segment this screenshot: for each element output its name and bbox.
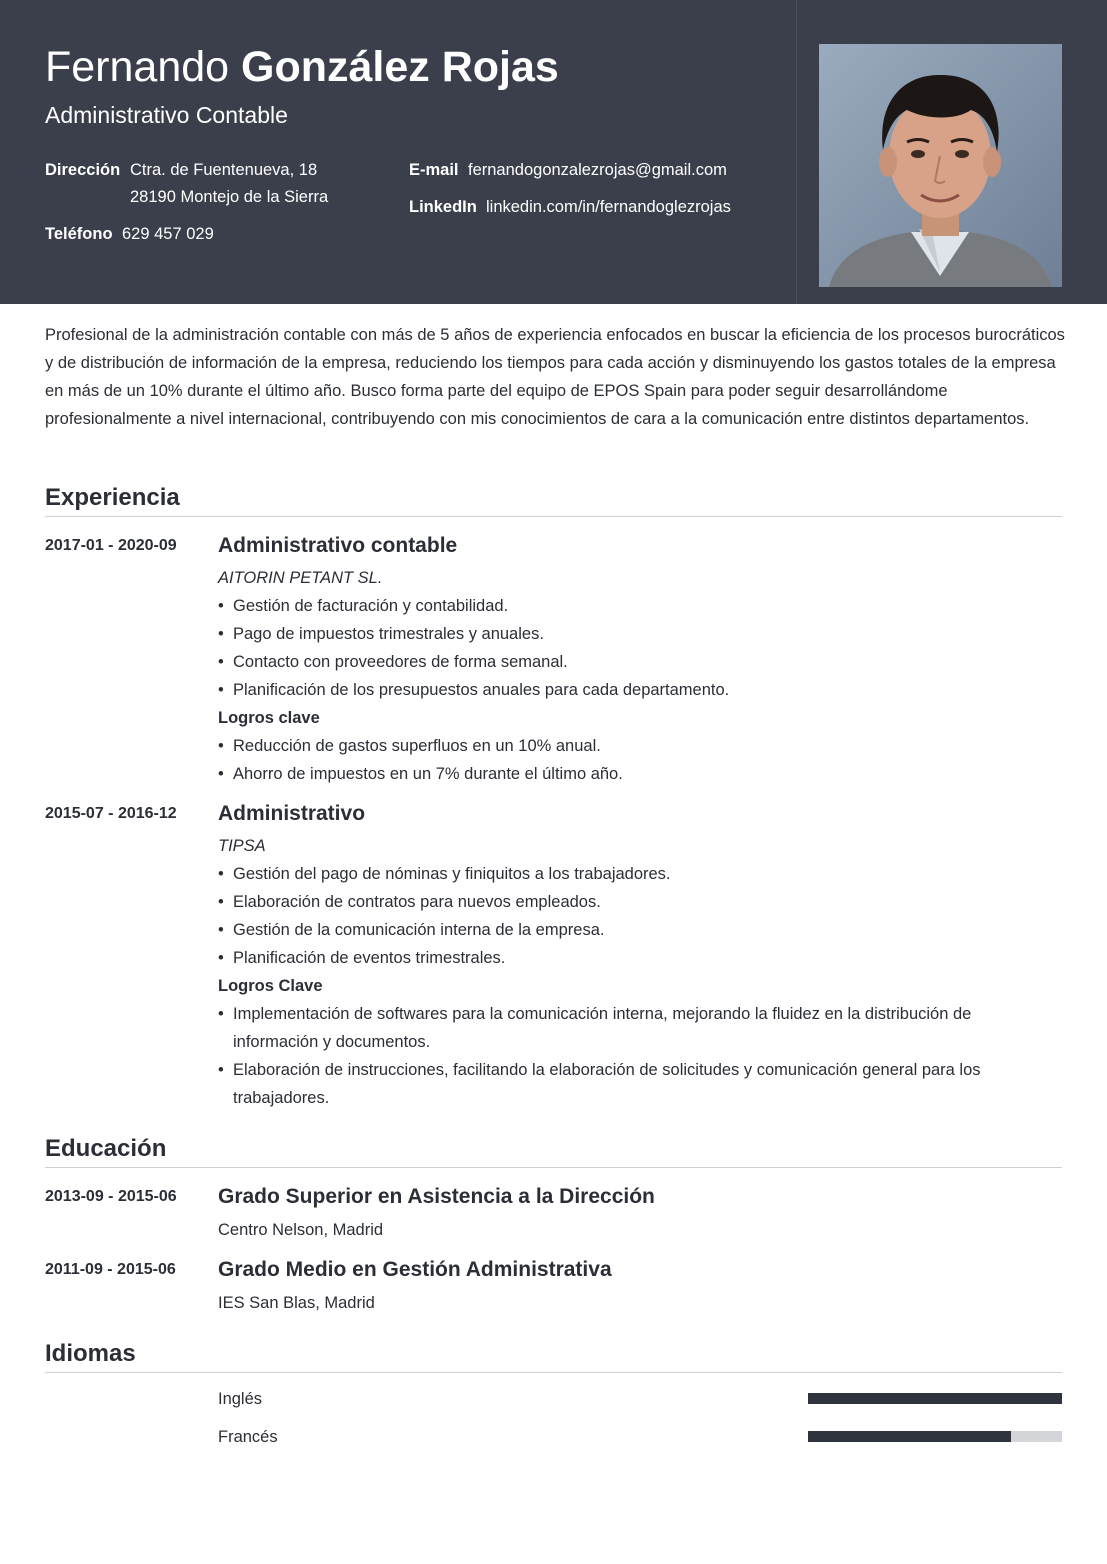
job-dates: 2017-01 - 2020-09 xyxy=(45,537,177,554)
job-company: TIPSA xyxy=(218,837,266,855)
education-dates: 2013-09 - 2015-06 xyxy=(45,1188,177,1205)
job-task: • Contacto con proveedores de forma semanal. xyxy=(218,653,568,671)
job-task: • Planificación de eventos trimestrales. xyxy=(218,949,506,967)
education-divider xyxy=(45,1167,1062,1168)
job-dates: 2015-07 - 2016-12 xyxy=(45,805,177,822)
education-heading: Educación xyxy=(45,1135,167,1162)
linkedin-label: LinkedIn xyxy=(409,198,477,216)
profile-summary: Profesional de la administración contable con más de 5 años de experiencia enfocados en buscar la eficiencia de los procesos burocráticos y de distribución de información de la empresa, reduciendo los tiempos para cada acción y disminuyendo los gastos totales de la empresa en más de un 10% durante el último año. Busco forma parte del equipo de EPOS Spain para poder seguir desarrollándome profesionalmente a nivel internacional, contribuyendo con mis conocimientos de cara a la comunicación entre distintos departamentos. xyxy=(45,326,1065,428)
header-divider xyxy=(796,0,797,304)
language-level-bar xyxy=(808,1431,1062,1442)
job-task: • Gestión del pago de nóminas y finiquitos a los trabajadores. xyxy=(218,865,671,883)
address-line2: 28190 Montejo de la Sierra xyxy=(130,188,329,206)
linkedin-link[interactable]: linkedin.com/in/fernandoglezrojas xyxy=(486,198,731,216)
job-task: • Gestión de la comunicación interna de la empresa. xyxy=(218,921,605,939)
email-block xyxy=(409,159,727,181)
education-school: IES San Blas, Madrid xyxy=(218,1294,375,1312)
resume-header xyxy=(0,0,1107,304)
job-achievement: • Reducción de gastos superfluos en un 10% anual. xyxy=(218,737,601,755)
portrait-illustration xyxy=(819,44,1062,287)
language-level-fill xyxy=(808,1431,1011,1442)
job-task: • Gestión de facturación y contabilidad. xyxy=(218,597,509,615)
full-name xyxy=(45,40,559,94)
experience-divider xyxy=(45,516,1062,517)
achievements-label: Logros Clave xyxy=(218,977,323,995)
languages-heading: Idiomas xyxy=(45,1340,136,1367)
language-name: Inglés xyxy=(218,1390,263,1408)
address-label: Dirección xyxy=(45,161,121,179)
language-name: Francés xyxy=(218,1428,278,1446)
profile-photo xyxy=(819,44,1062,287)
address-line1: Ctra. de Fuentenueva, 18 xyxy=(130,161,318,179)
linkedin-block xyxy=(409,196,731,218)
language-level-bar xyxy=(808,1393,1062,1404)
job-achievement: • Ahorro de impuestos en un 7% durante el último año. xyxy=(218,765,623,783)
job-achievement: • Implementación de softwares para la comunicación interna, mejorando la fluidez en la distribución de información y documentos. xyxy=(218,1005,972,1051)
job-task: • Pago de impuestos trimestrales y anuales. xyxy=(218,625,544,643)
phone-block xyxy=(45,223,214,245)
first-name: Fernando xyxy=(45,43,230,91)
job-role: Administrativo Contable xyxy=(45,102,288,128)
phone-label: Teléfono xyxy=(45,225,113,243)
education-degree: Grado Superior en Asistencia a la Dirección xyxy=(218,1185,655,1208)
experience-heading: Experiencia xyxy=(45,484,180,511)
job-company: AITORIN PETANT SL. xyxy=(218,569,383,587)
email-link[interactable]: fernandogonzalezrojas@gmail.com xyxy=(468,161,727,179)
education-school: Centro Nelson, Madrid xyxy=(218,1221,384,1239)
job-task: • Planificación de los presupuestos anuales para cada departamento. xyxy=(218,681,730,699)
address-block xyxy=(45,159,318,181)
job-task: • Elaboración de contratos para nuevos empleados. xyxy=(218,893,601,911)
email-label: E-mail xyxy=(409,161,459,179)
languages-divider xyxy=(45,1372,1062,1373)
phone-value: 629 457 029 xyxy=(122,225,214,243)
job-title: Administrativo xyxy=(218,802,366,825)
language-level-fill xyxy=(808,1393,1062,1404)
last-name: González Rojas xyxy=(241,43,559,91)
education-dates: 2011-09 - 2015-06 xyxy=(45,1261,176,1278)
achievements-label: Logros clave xyxy=(218,709,320,727)
job-achievement: • Elaboración de instrucciones, facilitando la elaboración de solicitudes y comunicación general para los trabajadores. xyxy=(218,1061,981,1107)
education-degree: Grado Medio en Gestión Administrativa xyxy=(218,1258,612,1281)
job-title: Administrativo contable xyxy=(218,534,458,557)
